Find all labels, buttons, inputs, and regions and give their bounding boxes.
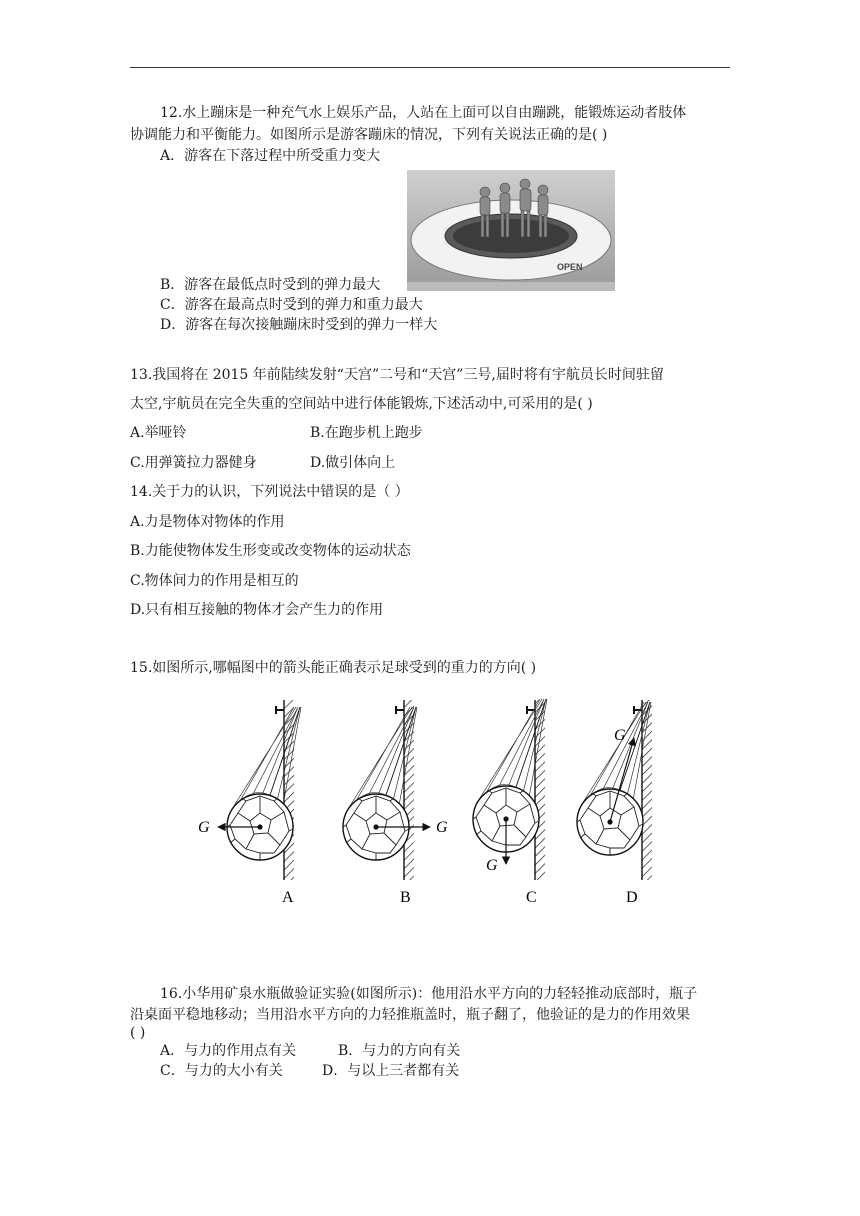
panel-a	[198, 700, 301, 906]
q12-stem-line-1: 12.水上蹦床是一种充气水上娱乐产品，人站在上面可以自由蹦跳，能锻炼运动者肢体	[160, 105, 687, 121]
q13-option-a: A.举哑铃	[130, 425, 187, 441]
panel-b-g-label: G	[436, 819, 448, 836]
q13-option-c: C.用弹簧拉力器健身	[130, 455, 257, 471]
q12-option-d: D．游客在每次接触蹦床时受到的弹力一样大	[160, 317, 438, 333]
panel-d-label: D	[626, 889, 638, 906]
panel-a-label: A	[282, 889, 294, 906]
q14-option-d: D.只有相互接触的物体才会产生力的作用	[130, 602, 384, 618]
panel-c	[473, 699, 547, 906]
q14-stem: 14.关于力的认识，下列说法中错误的是（ ）	[130, 484, 409, 500]
football-gravity-figure	[190, 692, 670, 912]
panel-c-g-label: G	[486, 857, 498, 874]
q12-stem-line-2: 协调能力和平衡能力。如图所示是游客蹦床的情况，下列有关说法正确的是( )	[130, 127, 608, 143]
panel-b	[343, 700, 448, 906]
q16-stem-line-1: 16.小华用矿泉水瓶做验证实验(如图所示)：他用沿水平方向的力轻轻推动底部时，瓶子	[160, 986, 698, 1002]
q15-stem: 15.如图所示,哪幅图中的箭头能正确表示足球受到的重力的方向( )	[130, 660, 537, 676]
q16-stem-line-2: 沿桌面平稳地移动；当用沿水平方向的力轻推瓶盖时，瓶子翻了，他验证的是力的作用效果	[130, 1007, 690, 1023]
q12-option-c: C．游客在最高点时受到的弹力和重力最大	[160, 297, 423, 313]
panel-b-label: B	[400, 889, 411, 906]
q14-option-b: B.力能使物体发生形变或改变物体的运动状态	[130, 543, 411, 559]
q16-option-a: A．与力的作用点有关	[160, 1043, 297, 1059]
q12-option-a: A．游客在下落过程中所受重力变大	[160, 148, 381, 164]
q16-option-c: C．与力的大小有关	[160, 1063, 283, 1079]
q12-option-b: B．游客在最低点时受到的弹力最大	[160, 277, 381, 293]
q13-stem-line-2: 太空,宇航员在完全失重的空间站中进行体能锻炼,下述活动中,可采用的是( )	[130, 396, 593, 412]
panel-c-label: C	[526, 889, 537, 906]
q16-option-b: B．与力的方向有关	[338, 1043, 461, 1059]
trampoline-photo	[407, 170, 615, 291]
panel-d-g-label: G	[614, 727, 626, 744]
panel-a-g-label: G	[198, 819, 210, 836]
trampoline-brand-text: OPEN	[557, 262, 583, 272]
q14-option-c: C.物体间力的作用是相互的	[130, 573, 299, 589]
panel-d	[577, 700, 652, 906]
q13-stem-line-1: 13.我国将在 2015 年前陆续发射“天宫”二号和“天宫”三号,届时将有宇航员长时间驻留	[130, 367, 664, 383]
q16-option-d: D．与以上三者都有关	[322, 1063, 460, 1079]
q14-option-a: A.力是物体对物体的作用	[130, 514, 285, 530]
header-rule	[130, 67, 730, 68]
q16-stem-line-3: ( )	[130, 1025, 146, 1041]
q13-option-b: B.在跑步机上跑步	[310, 425, 423, 441]
q13-option-d: D.做引体向上	[310, 455, 396, 471]
